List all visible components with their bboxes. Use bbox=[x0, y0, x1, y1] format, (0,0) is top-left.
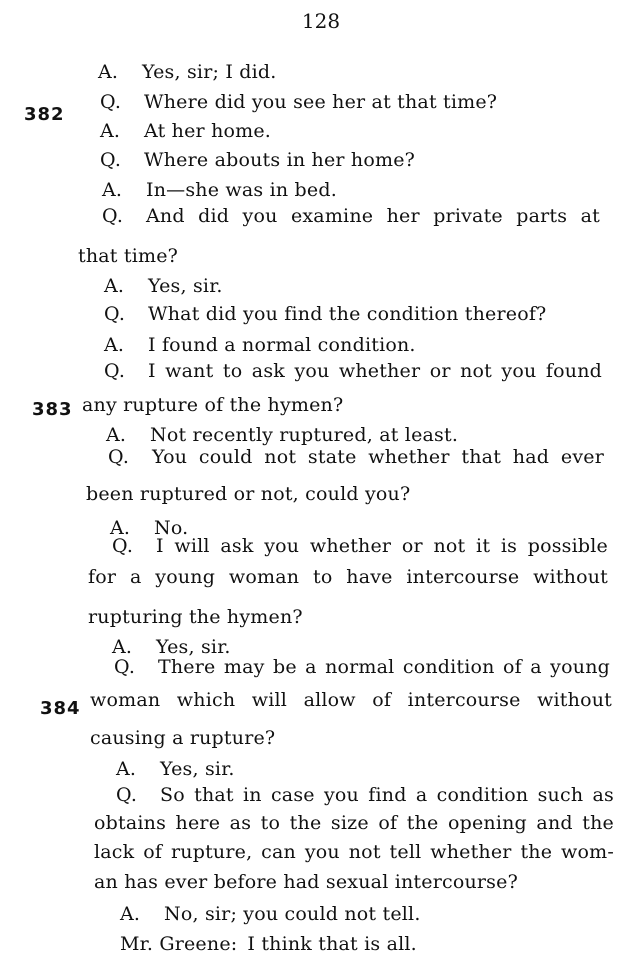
speaker-label: Q. bbox=[102, 205, 124, 227]
speaker-label: Q. bbox=[100, 91, 122, 113]
speaker-label: Q. bbox=[104, 360, 126, 382]
line-text: Yes, sir; I did. bbox=[142, 61, 277, 83]
speaker-label: Q. bbox=[104, 303, 126, 325]
testimony-line bbox=[94, 840, 614, 864]
line-text: At her home. bbox=[144, 120, 272, 142]
line-text: In—she was in bed. bbox=[146, 179, 337, 201]
testimony-line bbox=[112, 534, 608, 558]
line-text: been ruptured or not, could you? bbox=[86, 483, 411, 505]
testimony-line bbox=[106, 423, 458, 447]
testimony-line bbox=[120, 902, 421, 926]
speaker-label: Q. bbox=[112, 535, 134, 557]
testimony-line bbox=[104, 274, 223, 298]
line-text: And did you examine her private parts at bbox=[146, 205, 600, 227]
speaker-label: A. bbox=[110, 517, 131, 539]
speaker-label: A. bbox=[106, 424, 127, 446]
line-text: Where did you see her at that time? bbox=[144, 91, 498, 113]
testimony-line bbox=[116, 757, 235, 781]
margin-number-384: 384 bbox=[40, 698, 81, 719]
testimony-line bbox=[82, 393, 343, 417]
line-text: woman which will allow of intercourse without bbox=[90, 689, 612, 711]
line-text: No. bbox=[154, 517, 189, 539]
line-text: lack of rupture, can you not tell whether the wom- bbox=[94, 841, 614, 863]
speaker-label: Q. bbox=[116, 784, 138, 806]
speaker-label: Q. bbox=[114, 656, 136, 678]
testimony-line bbox=[90, 726, 275, 750]
line-text: Yes, sir. bbox=[148, 275, 223, 297]
testimony-line bbox=[104, 359, 602, 383]
speaker-label: Q. bbox=[100, 149, 122, 171]
testimony-line bbox=[98, 60, 277, 84]
speaker-label: Mr. Greene: bbox=[120, 933, 238, 955]
line-text: an has ever before had sexual intercourse? bbox=[94, 871, 518, 893]
testimony-line bbox=[104, 333, 416, 357]
line-text: What did you find the condition thereof? bbox=[148, 303, 547, 325]
line-text: Yes, sir. bbox=[156, 636, 231, 658]
speaker-label: A. bbox=[102, 179, 123, 201]
testimony-line bbox=[120, 932, 417, 956]
line-text: Yes, sir. bbox=[160, 758, 235, 780]
line-text: obtains here as to the size of the opening and the bbox=[94, 812, 614, 834]
testimony-line bbox=[88, 605, 303, 629]
testimony-line bbox=[102, 178, 337, 202]
testimony-line bbox=[88, 565, 608, 589]
testimony-line bbox=[104, 302, 546, 326]
speaker-label: A. bbox=[112, 636, 133, 658]
testimony-line bbox=[78, 244, 178, 268]
line-text: causing a rupture? bbox=[90, 727, 276, 749]
line-text: I found a normal condition. bbox=[148, 334, 416, 356]
line-text: Not recently ruptured, at least. bbox=[150, 424, 459, 446]
speaker-label: A. bbox=[98, 61, 119, 83]
testimony-line bbox=[100, 119, 271, 143]
line-text: rupturing the hymen? bbox=[88, 606, 303, 628]
page-number: 128 bbox=[301, 9, 341, 33]
line-text: Where abouts in her home? bbox=[144, 149, 416, 171]
line-text: There may be a normal condition of a young bbox=[158, 656, 610, 678]
speaker-label: A. bbox=[116, 758, 137, 780]
testimony-line bbox=[86, 482, 410, 506]
line-text: I think that is all. bbox=[247, 933, 417, 955]
line-text: any rupture of the hymen? bbox=[82, 394, 344, 416]
testimony-line bbox=[102, 204, 600, 228]
line-text: So that in case you find a condition such as bbox=[160, 784, 614, 806]
testimony-line bbox=[108, 445, 604, 469]
speaker-label: A. bbox=[104, 334, 125, 356]
testimony-line bbox=[100, 148, 415, 172]
testimony-line bbox=[94, 811, 614, 835]
margin-number-383: 383 bbox=[32, 399, 73, 420]
testimony-line bbox=[100, 90, 497, 114]
line-text: You could not state whether that had ever bbox=[152, 446, 604, 468]
speaker-label: Q. bbox=[108, 446, 130, 468]
testimony-line bbox=[116, 783, 614, 807]
line-text: I want to ask you whether or not you found bbox=[148, 360, 602, 382]
line-text: No, sir; you could not tell. bbox=[164, 903, 421, 925]
line-text: I will ask you whether or not it is possible bbox=[156, 535, 608, 557]
testimony-line bbox=[94, 870, 518, 894]
line-text: that time? bbox=[78, 245, 179, 267]
line-text: for a young woman to have intercourse without bbox=[88, 566, 608, 588]
speaker-label: A. bbox=[120, 903, 141, 925]
testimony-line bbox=[90, 688, 612, 712]
testimony-line bbox=[114, 655, 610, 679]
speaker-label: A. bbox=[104, 275, 125, 297]
margin-number-382: 382 bbox=[24, 104, 65, 125]
speaker-label: A. bbox=[100, 120, 121, 142]
